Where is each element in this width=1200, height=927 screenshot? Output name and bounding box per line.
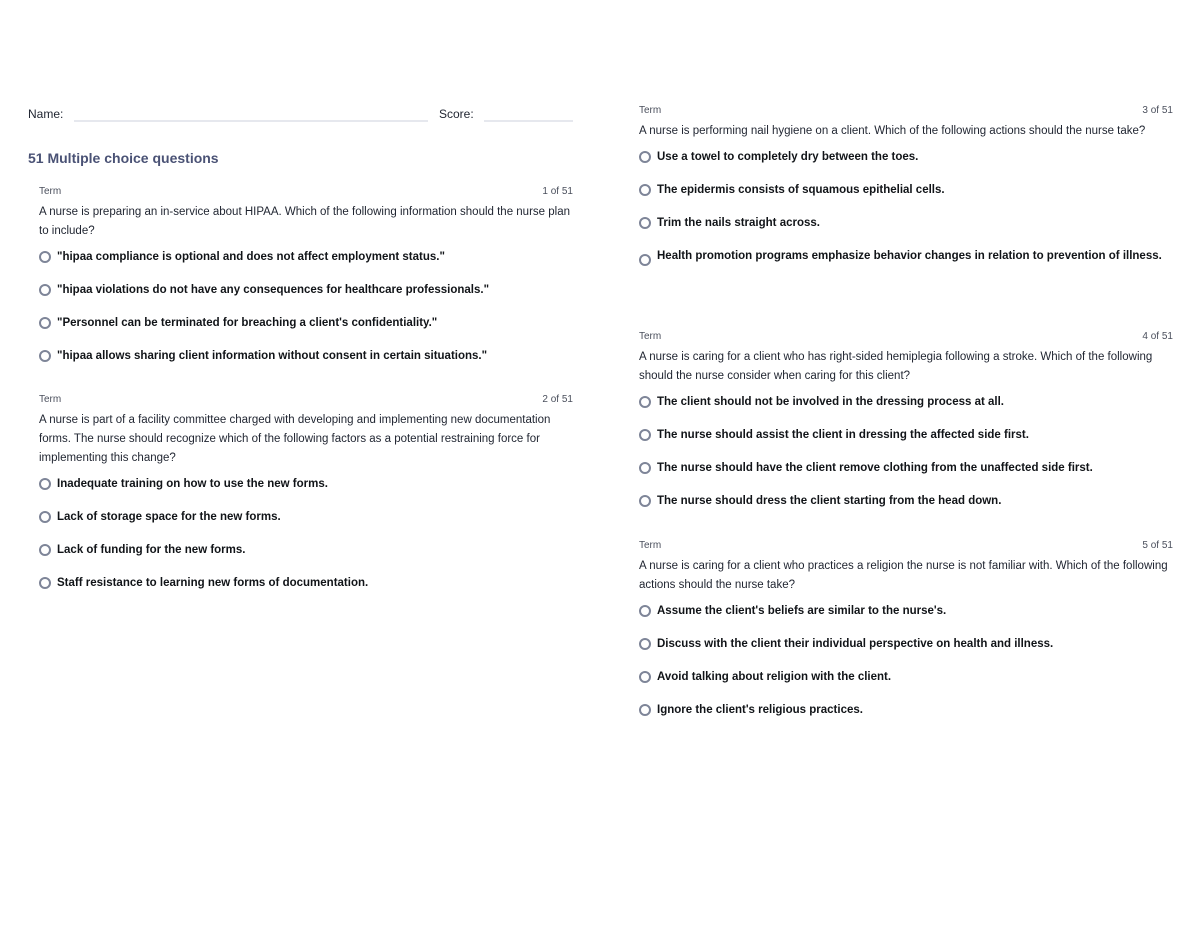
answer-option[interactable] [639,636,1173,653]
answer-option[interactable] [639,248,1173,266]
radio-circle-icon[interactable] [639,217,651,229]
question-card [39,186,573,381]
answer-option[interactable] [639,493,1173,510]
radio-circle-icon[interactable] [639,396,651,408]
radio-circle-icon[interactable] [639,429,651,441]
question-text: A nurse is caring for a client who practices a religion the nurse is not familiar with. Which of the following actions should the nurse take? [639,560,1168,591]
answer-option[interactable] [639,149,1173,166]
question-count: 3 of 51 [1142,105,1173,116]
answer-option[interactable] [639,669,1173,686]
radio-circle-icon[interactable] [639,605,651,617]
answer-option[interactable] [39,348,573,365]
score-label: Score: [439,107,474,121]
answer-option[interactable] [639,702,1173,719]
option-text: The epidermis consists of squamous epithelial cells. [657,184,945,196]
radio-circle-icon[interactable] [639,704,651,716]
answer-option[interactable] [39,282,573,299]
question-count: 4 of 51 [1142,331,1173,342]
term-label: Term [639,105,662,116]
term-label: Term [639,331,662,342]
option-text: The nurse should have the client remove clothing from the unaffected side first. [657,462,1093,474]
term-label: Term [39,394,62,405]
options-list [639,603,1173,719]
answer-option[interactable] [639,603,1173,620]
radio-circle-icon[interactable] [639,184,651,196]
option-text: Health promotion programs emphasize behavior changes in relation to prevention of illness. [657,250,1162,262]
option-text: The nurse should dress the client starting from the head down. [657,495,1002,507]
radio-circle-icon[interactable] [639,462,651,474]
options-list [39,249,573,365]
options-list [639,394,1173,510]
option-text: The nurse should assist the client in dressing the affected side first. [657,429,1029,441]
section-title: 51 Multiple choice questions [28,150,219,166]
radio-circle-icon[interactable] [639,254,651,266]
answer-option[interactable] [639,427,1173,444]
question-header [639,540,1173,554]
question-card [39,394,573,608]
score-field[interactable] [484,120,573,122]
question-count: 1 of 51 [542,186,573,197]
option-text: "Personnel can be terminated for breaching a client's confidentiality." [57,317,438,329]
radio-circle-icon[interactable] [39,511,51,523]
radio-circle-icon[interactable] [39,577,51,589]
answer-option[interactable] [39,249,573,266]
option-text: "hipaa violations do not have any consequences for healthcare professionals." [57,284,490,296]
option-text: Staff resistance to learning new forms of documentation. [57,577,369,589]
radio-circle-icon[interactable] [639,671,651,683]
answer-option[interactable] [639,182,1173,199]
question-header [639,331,1173,345]
answer-option[interactable] [639,215,1173,232]
answer-option[interactable] [39,542,573,559]
answer-option[interactable] [39,575,573,592]
question-header [639,105,1173,119]
radio-circle-icon[interactable] [39,284,51,296]
term-label: Term [639,540,662,551]
option-text: Assume the client's beliefs are similar to the nurse's. [657,605,947,617]
option-text: Inadequate training on how to use the new forms. [57,478,328,490]
options-list [639,149,1173,266]
radio-circle-icon[interactable] [39,544,51,556]
question-card [639,105,1173,282]
radio-circle-icon[interactable] [39,251,51,263]
question-text: A nurse is performing nail hygiene on a client. Which of the following actions should the nurse take? [639,125,1146,137]
radio-circle-icon[interactable] [39,317,51,329]
question-header [39,394,573,408]
radio-circle-icon[interactable] [639,638,651,650]
question-card [639,331,1173,526]
question-count: 2 of 51 [542,394,573,405]
answer-option[interactable] [39,476,573,493]
option-text: Trim the nails straight across. [657,217,820,229]
name-field[interactable] [74,120,428,122]
question-text: A nurse is part of a facility committee charged with developing and implementing new documentation forms. The nurse should recognize which of the following factors as a potential restraining force for implementing this change? [39,414,551,464]
option-text: "hipaa allows sharing client information without consent in certain situations." [57,350,488,362]
radio-circle-icon[interactable] [639,151,651,163]
option-text: Ignore the client's religious practices. [657,704,863,716]
options-list [39,476,573,592]
option-text: "hipaa compliance is optional and does not affect employment status." [57,251,445,263]
answer-option[interactable] [639,394,1173,411]
answer-option[interactable] [39,315,573,332]
option-text: The client should not be involved in the dressing process at all. [657,396,1004,408]
question-text: A nurse is caring for a client who has right-sided hemiplegia following a stroke. Which of the following should the nurse consider when caring for this client? [639,351,1153,382]
name-score-header [28,106,573,126]
name-label: Name: [28,107,64,121]
radio-circle-icon[interactable] [39,478,51,490]
option-text: Lack of funding for the new forms. [57,544,246,556]
option-text: Use a towel to completely dry between the toes. [657,151,919,163]
question-count: 5 of 51 [1142,540,1173,551]
term-label: Term [39,186,62,197]
radio-circle-icon[interactable] [639,495,651,507]
question-card [639,540,1173,735]
option-text: Discuss with the client their individual perspective on health and illness. [657,638,1054,650]
question-text: A nurse is preparing an in-service about HIPAA. Which of the following information should the nurse plan to include? [39,206,570,237]
option-text: Lack of storage space for the new forms. [57,511,281,523]
answer-option[interactable] [639,460,1173,477]
radio-circle-icon[interactable] [39,350,51,362]
option-text: Avoid talking about religion with the client. [657,671,892,683]
question-header [39,186,573,200]
answer-option[interactable] [39,509,573,526]
